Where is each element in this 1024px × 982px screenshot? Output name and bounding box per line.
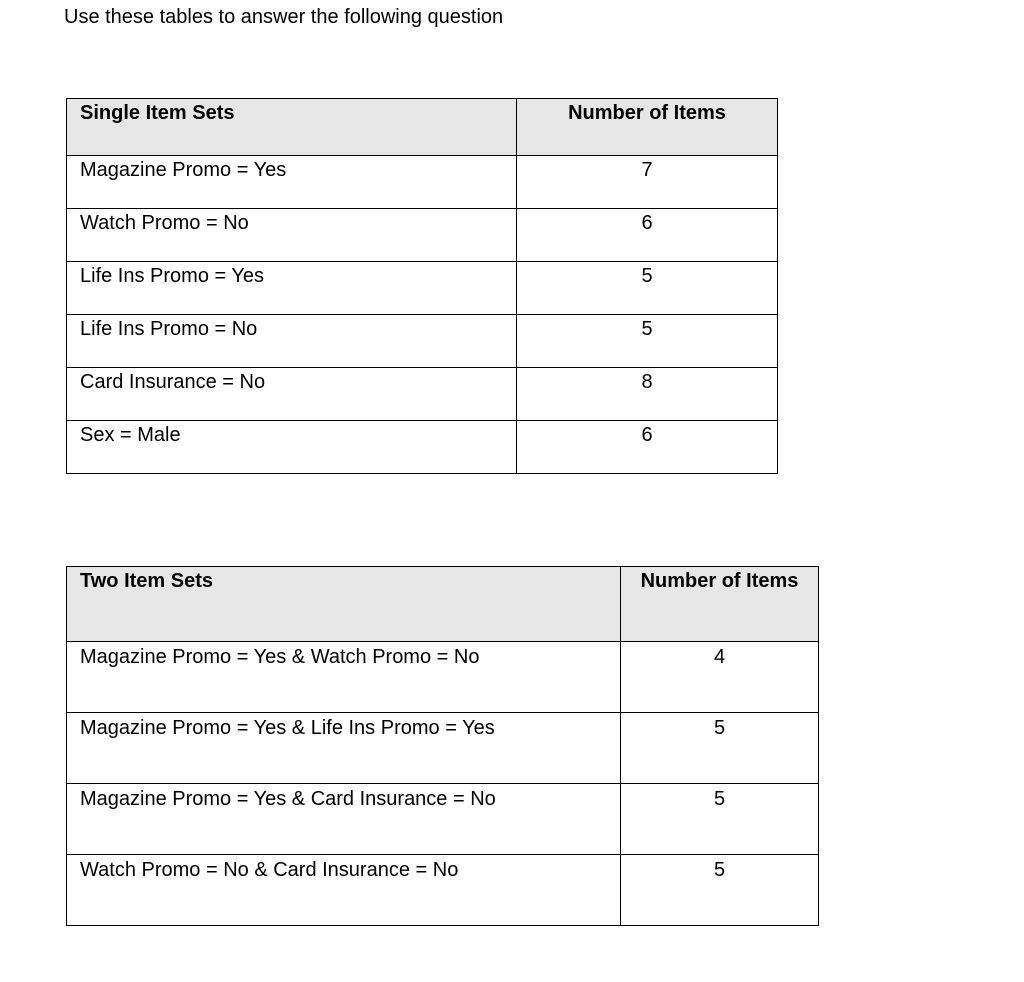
table-row bbox=[67, 421, 778, 474]
column-header-two-item-sets: Two Item Sets bbox=[67, 567, 621, 642]
item-count-cell: 6 bbox=[517, 421, 778, 474]
table-row bbox=[67, 855, 819, 926]
column-header-number-of-items: Number of Items bbox=[517, 99, 778, 156]
item-set-cell: Watch Promo = No & Card Insurance = No bbox=[67, 855, 621, 926]
item-set-cell: Sex = Male bbox=[67, 421, 517, 474]
item-count-cell: 5 bbox=[621, 784, 819, 855]
item-count-cell: 4 bbox=[621, 642, 819, 713]
item-count-cell: 8 bbox=[517, 368, 778, 421]
item-count-cell: 7 bbox=[517, 156, 778, 209]
column-header-number-of-items: Number of Items bbox=[621, 567, 819, 642]
column-header-single-item-sets: Single Item Sets bbox=[67, 99, 517, 156]
item-count-cell: 5 bbox=[621, 713, 819, 784]
single-item-sets-table bbox=[66, 98, 778, 474]
table-row bbox=[67, 368, 778, 421]
item-count-cell: 5 bbox=[621, 855, 819, 926]
instruction-text: Use these tables to answer the following question bbox=[64, 6, 504, 28]
table-row bbox=[67, 315, 778, 368]
item-set-cell: Magazine Promo = Yes & Card Insurance = No bbox=[67, 784, 621, 855]
table-row bbox=[67, 156, 778, 209]
item-set-cell: Life Ins Promo = No bbox=[67, 315, 517, 368]
item-count-cell: 5 bbox=[517, 262, 778, 315]
table-row bbox=[67, 642, 819, 713]
table-row bbox=[67, 209, 778, 262]
table-header-row bbox=[67, 99, 778, 156]
table-header-row bbox=[67, 567, 819, 642]
item-set-cell: Magazine Promo = Yes & Watch Promo = No bbox=[67, 642, 621, 713]
table-row bbox=[67, 262, 778, 315]
item-count-cell: 6 bbox=[517, 209, 778, 262]
item-count-cell: 5 bbox=[517, 315, 778, 368]
table-row bbox=[67, 713, 819, 784]
table-row bbox=[67, 784, 819, 855]
item-set-cell: Card Insurance = No bbox=[67, 368, 517, 421]
item-set-cell: Watch Promo = No bbox=[67, 209, 517, 262]
item-set-cell: Magazine Promo = Yes bbox=[67, 156, 517, 209]
item-set-cell: Magazine Promo = Yes & Life Ins Promo = Yes bbox=[67, 713, 621, 784]
item-set-cell: Life Ins Promo = Yes bbox=[67, 262, 517, 315]
two-item-sets-table bbox=[66, 566, 819, 926]
